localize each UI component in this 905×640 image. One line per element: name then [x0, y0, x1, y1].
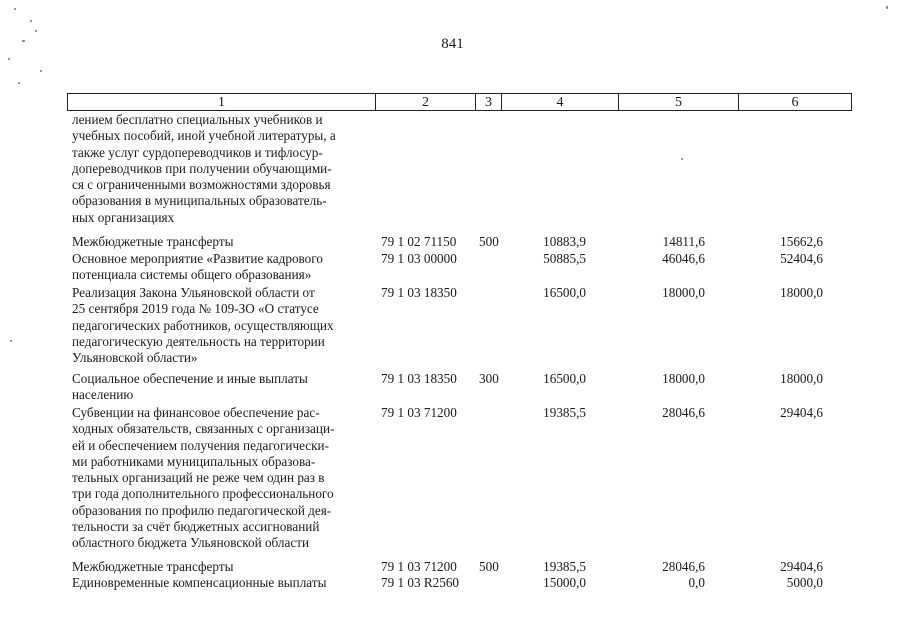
description-line: также услуг сурдопереводчиков и тифлосур- — [72, 144, 323, 160]
scan-speck — [18, 82, 20, 84]
header-col-1: 1 — [218, 95, 225, 110]
scan-speck — [681, 158, 683, 160]
amount-col-4: 19385,5 — [543, 405, 586, 420]
scan-speck — [22, 40, 25, 42]
amount-col-5: 18000,0 — [662, 285, 705, 300]
amount-col-5: 18000,0 — [662, 371, 705, 386]
header-col-4: 4 — [501, 94, 618, 110]
row-description — [72, 405, 368, 552]
budget-code: 79 1 03 18350 — [381, 371, 457, 386]
row-description — [72, 285, 368, 366]
scan-speck — [10, 340, 12, 342]
budget-code: 79 1 03 71200 — [381, 559, 457, 574]
description-line: ходных обязательств, связанных с организаци- — [72, 421, 335, 437]
header-col-6: 6 — [738, 94, 851, 110]
description-line: населению — [72, 387, 134, 403]
description-line: педагогических работников, осуществляющих — [72, 317, 334, 333]
description-line: педагогическую деятельность на территории — [72, 333, 325, 349]
amount-col-4: 50885,5 — [543, 251, 586, 266]
amount-col-4: 10883,9 — [543, 234, 586, 249]
expense-type: 500 — [479, 234, 499, 249]
description-line: ных организациях — [72, 209, 175, 225]
description-line: образования по профилю педагогической дея- — [72, 502, 332, 518]
amount-col-5: 28046,6 — [662, 405, 705, 420]
amount-col-4: 15000,0 — [543, 575, 586, 590]
table-header — [67, 93, 852, 111]
description-line: образования в муниципальных образователь- — [72, 193, 327, 209]
row-description — [72, 371, 368, 404]
description-line: областного бюджета Ульяновской области — [72, 535, 310, 551]
page-number: 841 — [441, 36, 464, 52]
row-description — [72, 234, 368, 250]
row-description — [72, 575, 368, 591]
description-line: лением бесплатно специальных учебников и — [72, 112, 323, 127]
amount-col-6: 18000,0 — [780, 371, 823, 386]
description-line: Основное мероприятие «Развитие кадрового — [72, 251, 323, 266]
description-line: 25 сентября 2019 года № 109-ЗО «О статусе — [72, 301, 319, 317]
row-description — [72, 251, 368, 284]
amount-col-6: 52404,6 — [780, 251, 823, 266]
description-line: тельности за счёт бюджетных ассигнований — [72, 519, 320, 535]
amount-col-5: 0,0 — [688, 575, 705, 590]
amount-col-5: 46046,6 — [662, 251, 705, 266]
budget-code: 79 1 03 71200 — [381, 405, 457, 420]
row-description — [72, 559, 368, 575]
amount-col-6: 18000,0 — [780, 285, 823, 300]
budget-code: 79 1 03 00000 — [381, 251, 457, 266]
amount-col-6: 29404,6 — [780, 405, 823, 420]
description-line: потенциала системы общего образования» — [72, 267, 312, 283]
scan-speck — [14, 8, 16, 10]
description-line: три года дополнительного профессионального — [72, 486, 334, 502]
description-line: Межбюджетные трансферты — [72, 559, 234, 574]
scan-speck — [40, 70, 42, 72]
amount-col-5: 28046,6 — [662, 559, 705, 574]
description-line: Ульяновской области» — [72, 350, 198, 366]
row-description — [72, 112, 368, 226]
description-line: ми работниками муниципальных образова- — [72, 453, 316, 469]
budget-code: 79 1 02 71150 — [381, 234, 457, 249]
amount-col-6: 5000,0 — [786, 575, 823, 590]
scan-speck — [886, 6, 888, 9]
expense-type: 500 — [479, 559, 499, 574]
scan-speck — [8, 58, 10, 60]
description-line: Реализация Закона Ульяновской области от — [72, 285, 315, 300]
header-col-5: 5 — [618, 94, 738, 110]
header-col-3: 3 — [475, 94, 501, 110]
amount-col-6: 15662,6 — [780, 234, 823, 249]
expense-type: 300 — [479, 371, 499, 386]
description-line: тельных организаций не реже чем один раз в — [72, 470, 325, 486]
amount-col-4: 19385,5 — [543, 559, 586, 574]
budget-code: 79 1 03 R2560 — [381, 575, 460, 590]
scan-speck — [35, 30, 37, 32]
description-line: допереводчиков при получении обучающими- — [72, 160, 332, 176]
description-line: ся с ограниченными возможностями здоровья — [72, 177, 331, 193]
header-col-2: 2 — [375, 94, 475, 110]
amount-col-4: 16500,0 — [543, 285, 586, 300]
amount-col-5: 14811,6 — [662, 234, 705, 249]
amount-col-6: 29404,6 — [780, 559, 823, 574]
description-line: Межбюджетные трансферты — [72, 234, 234, 249]
scan-speck — [30, 20, 32, 22]
budget-code: 79 1 03 18350 — [381, 285, 457, 300]
description-line: Социальное обеспечение и иные выплаты — [72, 371, 308, 386]
description-line: учебных пособий, иной учебной литературы, а — [72, 128, 336, 144]
description-line: Субвенции на финансовое обеспечение рас- — [72, 405, 320, 420]
description-line: ей и обеспечением получения педагогически- — [72, 437, 329, 453]
amount-col-4: 16500,0 — [543, 371, 586, 386]
description-line: Единовременные компенсационные выплаты — [72, 575, 327, 590]
